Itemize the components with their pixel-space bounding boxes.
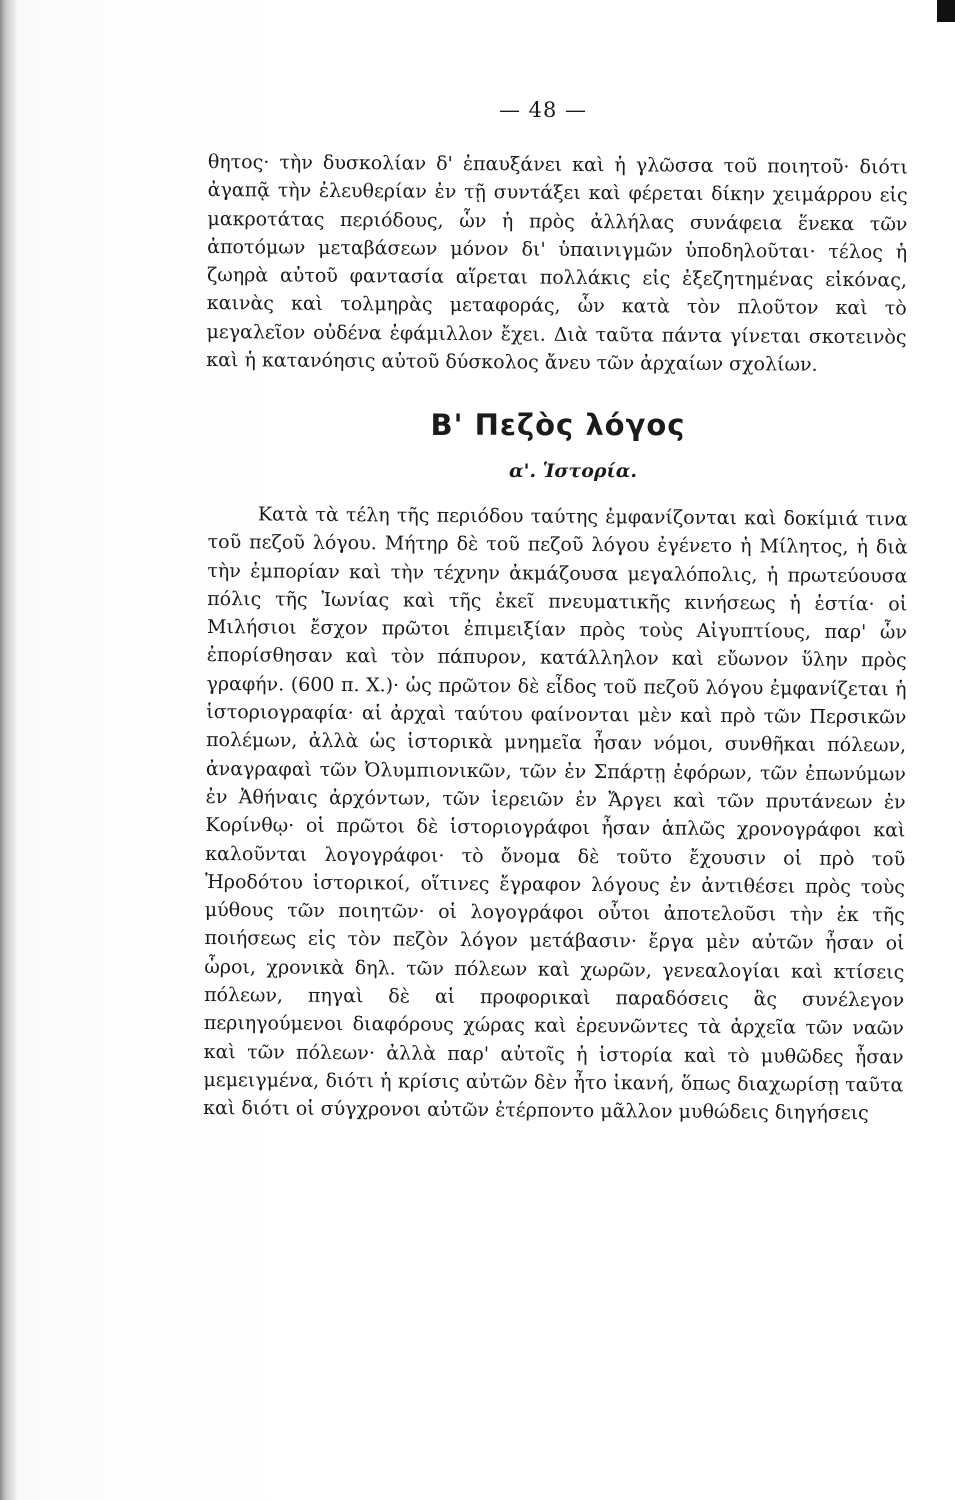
paragraph-historiography: Κατὰ τὰ τέλη τῆς περιόδου ταύτης ἐμφανίζονται καὶ δοκίμιά τινα τοῦ πεζοῦ λόγου. Μήτηρ δὲ τοῦ πεζοῦ λόγου ἐγένετο ἡ Μίλητος, ἡ διὰ τὴν ἐμπορίαν καὶ τὴν τέχνην ἀκμάζουσα μεγαλόπολις, ἡ πρωτεύουσα πόλις τῆς Ἰωνίας καὶ τῆς ἐκεῖ πνευματικῆς κινήσεως ἡ ἑστία· οἱ Μιλήσιοι ἔσχον πρῶτοι ἐπιμειξίαν πρὸς τοὺς Αἰγυπτίους, παρ' ὧν ἐπορίσθησαν καὶ τὸν πάπυρον, κατάλληλον καὶ εὔωνον ὕλην πρὸς γραφήν. (600 π. Χ.)· ὡς πρῶτον δὲ εἶδος τοῦ πεζοῦ λόγου ἐμφανίζεται ἡ ἱστοριογραφία· αἱ ἀρχαὶ ταύτου φαίνονται μὲν καὶ πρὸ τῶν Περσικῶν πολέμων, ἀλλὰ ὡς ἱστορικὰ μνημεῖα ἦσαν νόμοι, συνθῆκαι πόλεων, ἀναγραφαὶ τῶν Ὀλυμπιονικῶν, τῶν ἐν Σπάρτῃ ἐφόρων, τῶν ἐπωνύμων ἐν Ἀθήναις ἀρχόντων, τῶν ἱερειῶν ἐν Ἄργει καὶ τῶν πρυτάνεων ἐν Κορίνθῳ· οἱ πρῶτοι δὲ ἱστοριογράφοι ἦσαν ἁπλῶς χρονογράφοι καὶ καλοῦνται λογογράφοι· τὸ ὄνομα δὲ τοῦτο ἔχουσιν οἱ πρὸ τοῦ Ἡροδότου ἱστορικοί, οἵτινες ἔγραφον λόγους ἐν ἀντιθέσει πρὸς τοὺς μύθους τῶν ποιητῶν· οἱ λογογράφοι οὗτοι ἀποτελοῦσι τὴν ἐκ τῆς ποιήσεως εἰς τὸν πεζὸν λόγον μετάβασιν· ἔργα μὲν αὐτῶν ἦσαν οἱ ὧροι, χρονικὰ δηλ. τῶν πόλεων καὶ χωρῶν, γενεαλογίαι καὶ κτίσεις πόλεων, πηγαὶ δὲ αἱ προφορικαὶ παραδόσεις ἃς συνέλεγον περιηγούμενοι διαφόρους χώρας καὶ ἐρευνῶντες τὰ ἀρχεῖα τῶν ναῶν καὶ τῶν πόλεων· ἀλλὰ παρ' αὐτοῖς ἡ ἱστορία καὶ τὸ μυθῶδες ἦσαν μεμειγμένα, διότι ἡ κρίσις αὐτῶν δὲν ἦτο ἱκανή, ὅπως διαχωρίσῃ ταῦτα καὶ διότι οἱ σύγχρονοι αὐτῶν ἐτέρποντο μᾶλλον μυθώδεις διηγήσεις [203, 503, 908, 1125]
page-number: — 48 — [498, 98, 588, 122]
section-heading: Β' Πεζὸς λόγος [430, 408, 686, 443]
binding-edge-shadow [0, 0, 18, 1500]
paragraph-poetry-conclusion: θητος· τὴν δυσκολίαν δ' ἐπαυξάνει καὶ ἡ γλῶσσα τοῦ ποιητοῦ· διότι ἀγαπᾷ τὴν ἐλευθερίαν ἐν τῇ συντάξει καὶ φέρεται δίκην χειμάρρου εἰς μακροτάτας περιόδους, ὧν ἡ πρὸς ἀλλήλας συνάφεια ἕνεκα τῶν ἀποτόμων μεταβάσεων μόνον δι' ὑπαινιγμῶν ὑποδηλοῦται· τέλος ἡ ζωηρὰ αὐτοῦ φαντασία αἵρεται πολλάκις εἰς ἐξεζητημένας εἰκόνας, καινὰς καὶ τολμηρὰς μεταφοράς, ὧν κατὰ τὸν πλοῦτον καὶ τὸ μεγαλεῖον οὐδένα ἐφάμιλλον ἔχει. Διὰ ταῦτα πάντα γίνεται σκοτεινὸς καὶ ἡ κατανόησις αὐτοῦ δύσκολος ἄνευ τῶν ἀρχαίων σχολίων. [206, 150, 908, 376]
scan-corner-mark [937, 0, 955, 22]
subsection-heading: α'. Ἱστορία. [509, 460, 637, 483]
book-page [203, 98, 908, 1125]
